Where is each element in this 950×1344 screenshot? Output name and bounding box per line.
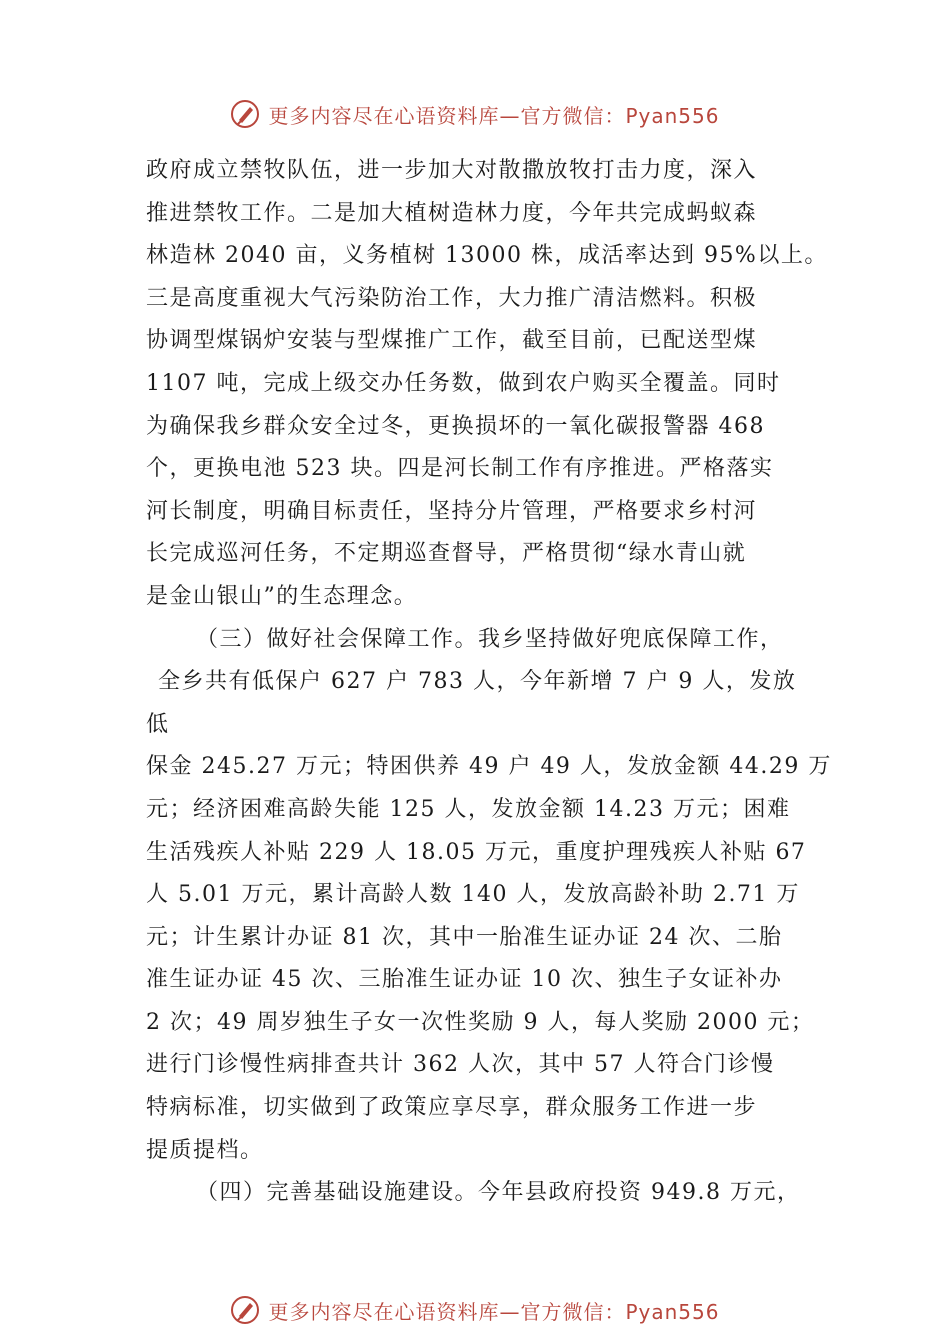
body-line: 提质提档。 [146, 1137, 264, 1163]
footer-banner [0, 1292, 950, 1328]
body-line: 准生证办证 45 次、三胎准生证办证 10 次、独生子女证补办 [146, 967, 783, 993]
document-body [146, 150, 832, 1215]
section-heading-line: （四）完善基础设施建设。今年县政府投资 949.8 万元， [196, 1180, 801, 1206]
body-line: 长完成巡河任务，不定期巡查督导，严格贯彻“绿水青山就 [146, 541, 747, 567]
body-line: 是金山银山”的生态理念。 [146, 583, 418, 609]
body-line: 政府成立禁牧队伍，进一步加大对散撒放牧打击力度，深入 [146, 158, 758, 183]
body-line: 全乡共有低保户 627 户 783 人，今年新增 7 户 9 人，发放 [158, 669, 797, 695]
body-line: 生活残疾人补贴 229 人 18.05 万元，重度护理残疾人补贴 67 [146, 839, 807, 865]
body-line: 三是高度重视大气污染防治工作，大力推广清洁燃料。积极 [146, 285, 758, 311]
pen-seal-icon [230, 99, 260, 129]
footer-banner-text: 更多内容尽在心语资料库—官方微信：Pyan556 [268, 1299, 720, 1324]
body-line: 2 次；49 周岁独生子女一次性奖励 9 人，每人奖励 2000 元； [146, 1009, 815, 1035]
body-line: 元；经济困难高龄失能 125 人，发放金额 14.23 万元；困难 [146, 796, 791, 822]
body-line: 元；计生累计办证 81 次，其中一胎准生证办证 24 次、二胎 [146, 924, 783, 950]
body-line: 进行门诊慢性病排查共计 362 人次，其中 57 人符合门诊慢 [146, 1052, 775, 1078]
header-banner-text: 更多内容尽在心语资料库—官方微信：Pyan556 [268, 103, 720, 128]
body-line: 人 5.01 万元，累计高龄人数 140 人，发放高龄补助 2.71 万 [146, 882, 800, 908]
body-line: 个，更换电池 523 块。四是河长制工作有序推进。严格落实 [146, 456, 774, 482]
section-heading-line: （三）做好社会保障工作。我乡坚持做好兜底保障工作， [196, 626, 784, 652]
body-line: 为确保我乡群众安全过冬，更换损坏的一氧化碳报警器 468 [146, 413, 765, 439]
body-line: 1107 吨，完成上级交办任务数，做到农户购买全覆盖。同时 [146, 370, 781, 396]
body-line: 低 [146, 711, 170, 737]
body-line: 特病标准，切实做到了政策应享尽享，群众服务工作进一步 [146, 1095, 758, 1121]
body-line: 河长制度，明确目标责任，坚持分片管理，严格要求乡村河 [146, 498, 758, 524]
header-banner [0, 96, 950, 132]
pen-seal-icon [230, 1295, 260, 1325]
body-line: 推进禁牧工作。二是加大植树造林力度，今年共完成蚂蚁森 [146, 200, 758, 226]
body-line: 保金 245.27 万元；特困供养 49 户 49 人，发放金额 44.29 万 [146, 754, 832, 780]
body-line: 林造林 2040 亩，义务植树 13000 株，成活率达到 95%以上。 [146, 243, 828, 269]
body-line: 协调型煤锅炉安装与型煤推广工作，截至目前，已配送型煤 [146, 328, 758, 354]
